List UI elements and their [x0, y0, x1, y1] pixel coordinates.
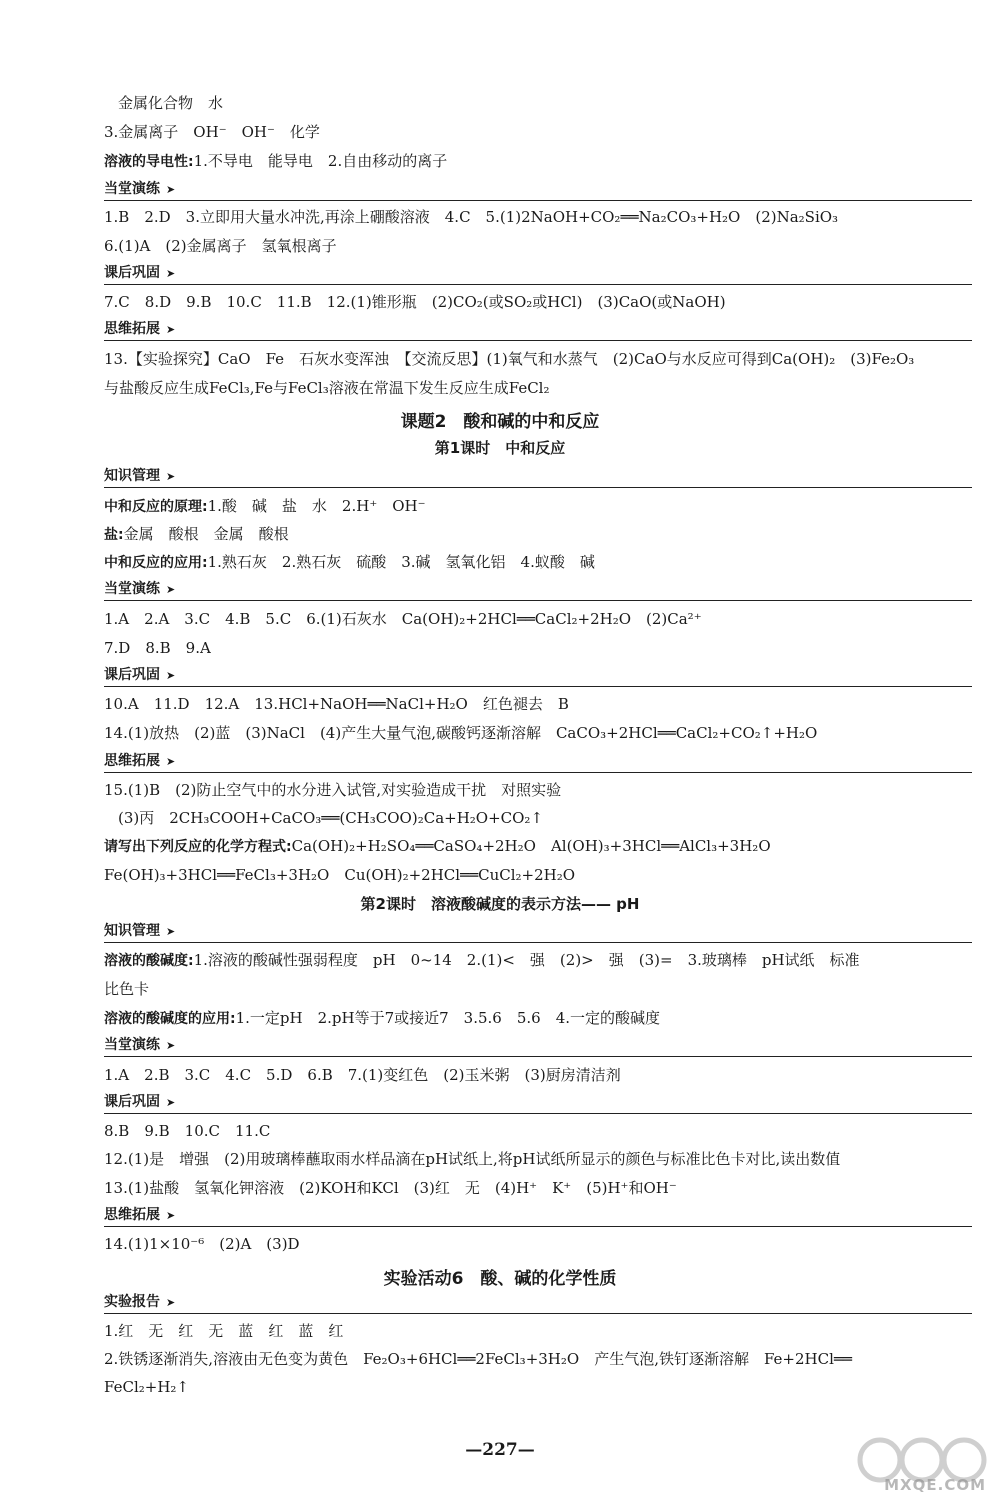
lesson-subtitle: 第2课时 溶液酸碱度的表示方法—— pH: [360, 895, 640, 913]
section-label: 当堂演练: [104, 1037, 160, 1053]
arrow-icon: ➤: [166, 1209, 176, 1222]
section-label: 课后巩固: [104, 265, 160, 281]
section-label: 知识管理: [104, 923, 160, 939]
text-line: 14.(1)1×10⁻⁶ (2)A (3)D: [104, 1235, 300, 1253]
watermark-text: MXQE.COM: [884, 1476, 986, 1494]
section-label: 课后巩固: [104, 1094, 160, 1110]
text-line: 与盐酸反应生成FeCl₃,Fe与FeCl₃溶液在常温下发生反应生成FeCl₂: [104, 379, 550, 397]
text-line: [104, 151, 972, 172]
text-line: 7.C 8.D 9.B 10.C 11.B 12.(1)锥形瓶 (2)CO₂(或SO₂或HCl) (3)CaO(或NaOH): [104, 293, 726, 311]
text-line: 14.(1)放热 (2)蓝 (3)NaCl (4)产生大量气泡,碳酸钙逐渐溶解 CaCO₃+2HCl══CaCl₂+CO₂↑+H₂O: [104, 724, 818, 742]
text-line: [104, 552, 972, 573]
line-label: 溶液的酸碱度:: [104, 953, 194, 969]
section-header-practice: [104, 180, 972, 201]
section-label: 当堂演练: [104, 581, 160, 597]
section-label: 实验报告: [104, 1294, 160, 1310]
arrow-icon: ➤: [166, 183, 176, 196]
section-label: 课后巩固: [104, 667, 160, 683]
section-header-report: [104, 1293, 972, 1314]
lesson-subtitle: 第1课时 中和反应: [434, 439, 566, 457]
section-header-knowledge: [104, 467, 972, 488]
text-line: 10.A 11.D 12.A 13.HCl+NaOH══NaCl+H₂O 红色褪去 B: [104, 695, 569, 713]
section-header-knowledge: [104, 922, 972, 943]
lesson-title: 课题2 酸和碱的中和反应: [400, 412, 600, 432]
section-header-review: [104, 666, 972, 687]
arrow-icon: ➤: [166, 583, 176, 596]
text-line: 6.(1)A (2)金属离子 氢氧根离子: [104, 237, 337, 255]
line-text: 1.熟石灰 2.熟石灰 硫酸 3.碱 氢氧化铝 4.蚁酸 碱: [207, 553, 595, 571]
text-line: 13.【实验探究】CaO Fe 石灰水变浑浊 【交流反思】(1)氧气和水蒸气 (2)CaO与水反应可得到Ca(OH)₂ (3)Fe₂O₃: [104, 350, 915, 368]
section-header-review: [104, 264, 972, 285]
section-label: 思维拓展: [104, 321, 160, 337]
text-line: Fe(OH)₃+3HCl══FeCl₃+3H₂O Cu(OH)₂+2HCl══CuCl₂+2H₂O: [104, 866, 576, 884]
arrow-icon: ➤: [166, 669, 176, 682]
text-line: 比色卡: [104, 980, 150, 998]
text-line: FeCl₂+H₂↑: [104, 1378, 189, 1396]
line-label: 请写出下列反应的化学方程式:: [104, 839, 292, 855]
section-header-practice: [104, 1036, 972, 1057]
text-line: 金属化合物 水: [118, 94, 224, 112]
page-number: —227—: [465, 1440, 535, 1460]
section-label: 知识管理: [104, 468, 160, 484]
arrow-icon: ➤: [166, 470, 176, 483]
line-label: 溶液的酸碱度的应用:: [104, 1011, 236, 1027]
arrow-icon: ➤: [166, 267, 176, 280]
text-line: [104, 1008, 972, 1029]
text-line: [104, 950, 972, 971]
arrow-icon: ➤: [166, 1096, 176, 1109]
text-line: 1.A 2.B 3.C 4.C 5.D 6.B 7.(1)变红色 (2)玉米粥 (3)厨房清洁剂: [104, 1066, 621, 1084]
line-text: 1.酸 碱 盐 水 2.H⁺ OH⁻: [207, 497, 426, 515]
text-line: [104, 836, 972, 857]
text-line: [104, 496, 972, 517]
arrow-icon: ➤: [166, 323, 176, 336]
section-label: 当堂演练: [104, 181, 160, 197]
text-line: 15.(1)B (2)防止空气中的水分进入试管,对实验造成干扰 对照实验: [104, 781, 562, 799]
text-line: 3.金属离子 OH⁻ OH⁻ 化学: [104, 123, 320, 141]
section-header-review: [104, 1093, 972, 1114]
section-header-practice: [104, 580, 972, 601]
text-line: 8.B 9.B 10.C 11.C: [104, 1122, 271, 1140]
line-label: 中和反应的原理:: [104, 499, 208, 515]
section-header-extension: [104, 752, 972, 773]
arrow-icon: ➤: [166, 1039, 176, 1052]
section-label: 思维拓展: [104, 1207, 160, 1223]
line-text: Ca(OH)₂+H₂SO₄══CaSO₄+2H₂O Al(OH)₃+3HCl══AlCl₃+3H₂O: [291, 837, 771, 855]
text-line: [104, 524, 972, 545]
text-line: 1.A 2.A 3.C 4.B 5.C 6.(1)石灰水 Ca(OH)₂+2HCl══CaCl₂+2H₂O (2)Ca²⁺: [104, 610, 702, 628]
line-label: 盐:: [104, 527, 124, 543]
section-header-extension: [104, 320, 972, 341]
line-label: 中和反应的应用:: [104, 555, 208, 571]
text-line: 1.红 无 红 无 蓝 红 蓝 红: [104, 1322, 344, 1340]
text-line: 12.(1)是 增强 (2)用玻璃棒蘸取雨水样品滴在pH试纸上,将pH试纸所显示的颜色与标准比色卡对比,读出数值: [104, 1150, 841, 1168]
arrow-icon: ➤: [166, 755, 176, 768]
line-text: 金属 酸根 金属 酸根: [123, 525, 289, 543]
text-line: 13.(1)盐酸 氢氧化钾溶液 (2)KOH和KCl (3)红 无 (4)H⁺ K⁺ (5)H⁺和OH⁻: [104, 1179, 677, 1197]
line-text: 1.溶液的酸碱性强弱程度 pH 0~14 2.(1)< 强 (2)> 强 (3)= 3.玻璃棒 pH试纸 标准: [193, 951, 860, 969]
section-label: 思维拓展: [104, 753, 160, 769]
section-header-extension: [104, 1206, 972, 1227]
text-line: 1.B 2.D 3.立即用大量水冲洗,再涂上硼酸溶液 4.C 5.(1)2NaOH+CO₂══Na₂CO₃+H₂O (2)Na₂SiO₃: [104, 208, 839, 226]
line-text: 1.不导电 能导电 2.自由移动的离子: [193, 152, 448, 170]
text-line: (3)丙 2CH₃COOH+CaCO₃══(CH₃COO)₂Ca+H₂O+CO₂↑: [118, 809, 544, 827]
line-text: 1.一定pH 2.pH等于7或接近7 3.5.6 5.6 4.一定的酸碱度: [235, 1009, 661, 1027]
text-line: 7.D 8.B 9.A: [104, 639, 211, 657]
line-label: 溶液的导电性:: [104, 154, 194, 170]
arrow-icon: ➤: [166, 1296, 176, 1309]
text-line: 2.铁锈逐渐消失,溶液由无色变为黄色 Fe₂O₃+6HCl══2FeCl₃+3H₂O 产生气泡,铁钉逐渐溶解 Fe+2HCl══: [104, 1350, 852, 1368]
lesson-title: 实验活动6 酸、碱的化学性质: [383, 1269, 617, 1289]
arrow-icon: ➤: [166, 925, 176, 938]
